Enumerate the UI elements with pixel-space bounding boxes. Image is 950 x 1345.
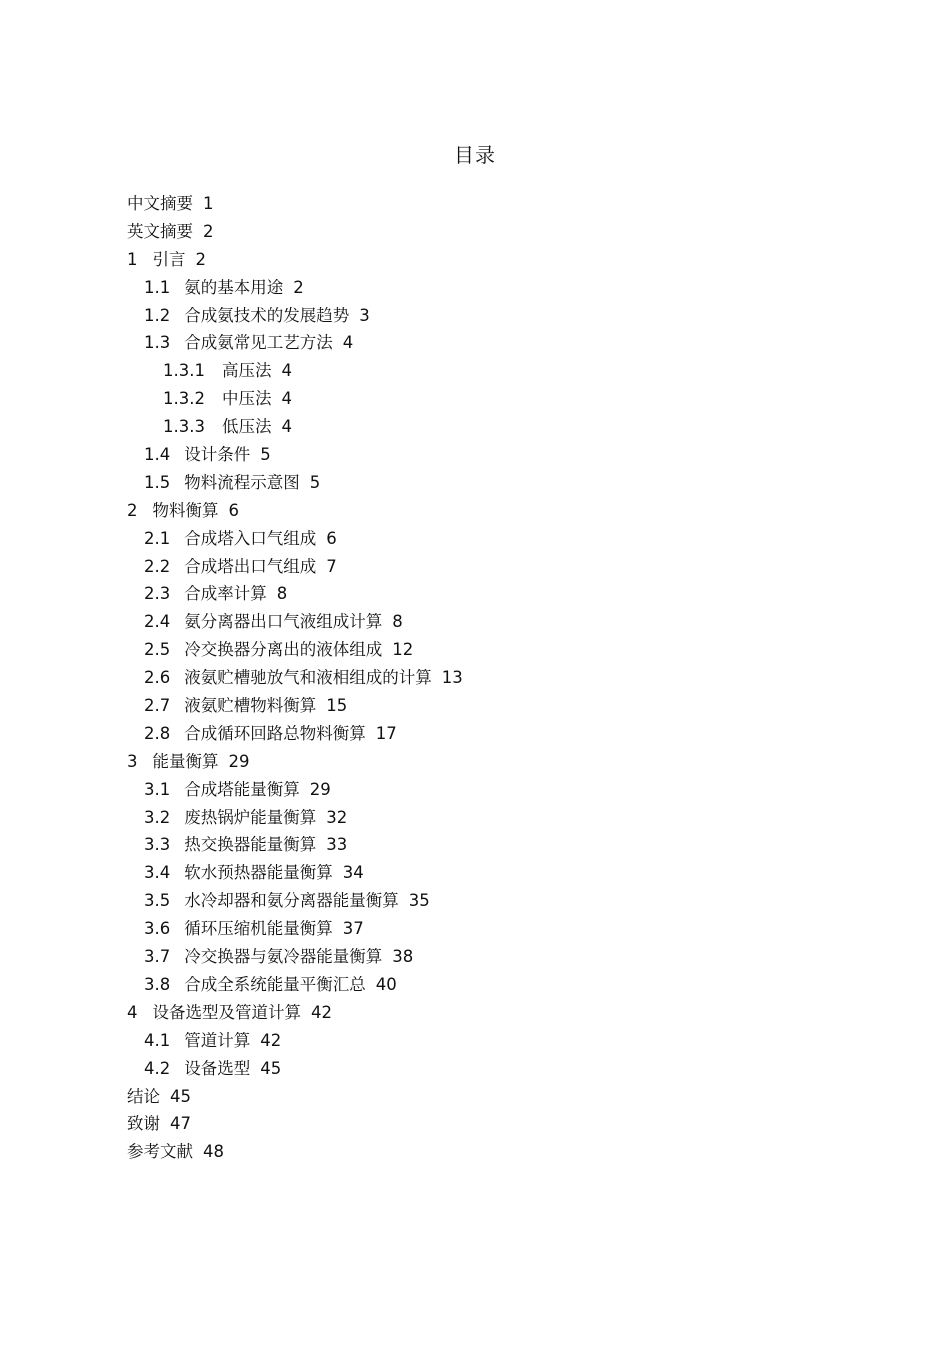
toc-entry-title: 合成塔入口气组成 (184, 528, 317, 548)
toc-entry-page-number: 2 (293, 277, 304, 297)
toc-entry-page-number: 1 (203, 194, 214, 213)
toc-entry[interactable] (127, 694, 463, 722)
toc-entry-title: 管道计算 (184, 1030, 251, 1050)
toc-entry[interactable] (127, 192, 463, 220)
toc-entry[interactable] (127, 1029, 463, 1057)
toc-entry[interactable] (127, 304, 463, 332)
toc-entry-title: 冷交换器与氨冷器能量衡算 (184, 947, 383, 967)
toc-entry-title: 氨的基本用途 (184, 277, 284, 297)
toc-entry-title: 液氨贮槽物料衡算 (184, 696, 317, 716)
toc-entry-title: 致谢 (127, 1114, 160, 1134)
toc-entry-title: 合成塔能量衡算 (184, 779, 300, 799)
toc-entry-number: 2.2 (144, 556, 171, 576)
toc-entry-number: 2 (127, 500, 138, 520)
toc-entry-page-number: 33 (326, 835, 348, 855)
toc-entry[interactable] (127, 1112, 463, 1140)
toc-entry-title: 低压法 (221, 417, 272, 437)
toc-entry-number: 3.7 (144, 947, 171, 967)
toc-entry-title: 循环压缩机能量衡算 (184, 919, 333, 939)
toc-entry-page-number: 42 (311, 1002, 332, 1022)
toc-entry-page-number: 2 (203, 221, 214, 241)
toc-entry[interactable] (127, 471, 463, 499)
toc-entry-title: 合成氨技术的发展趋势 (184, 305, 350, 325)
toc-entry[interactable] (127, 722, 463, 750)
toc-entry-title: 软水预热器能量衡算 (184, 863, 333, 883)
toc-entry-number: 4.2 (144, 1058, 171, 1078)
toc-entry-title: 合成塔出口气组成 (184, 556, 317, 576)
toc-entry-number: 1.3 (144, 333, 171, 353)
toc-entry-number: 2.3 (144, 584, 171, 604)
toc-entry-number: 2.6 (144, 668, 171, 688)
toc-entry-page-number: 3 (359, 305, 370, 325)
toc-entry[interactable] (127, 806, 463, 834)
toc-entry-number: 3.1 (144, 779, 171, 799)
toc-entry[interactable] (127, 750, 463, 778)
toc-entry-number: 1.5 (144, 472, 171, 492)
toc-entry-title: 引言 (152, 249, 186, 269)
toc-entry[interactable] (127, 555, 463, 583)
toc-entry-number: 2.7 (144, 696, 171, 716)
toc-entry[interactable] (127, 415, 463, 443)
toc-entry-page-number: 45 (260, 1058, 282, 1078)
toc-entry-number: 4 (127, 1002, 138, 1022)
toc-entry[interactable] (127, 778, 463, 806)
toc-entry-title: 废热锅炉能量衡算 (184, 807, 317, 827)
toc-entry[interactable] (127, 638, 463, 666)
toc-entry[interactable] (127, 1140, 463, 1168)
toc-entry-title: 结论 (127, 1086, 160, 1106)
toc-entry-title: 氨分离器出口气液组成计算 (184, 612, 383, 632)
toc-entry[interactable] (127, 582, 463, 610)
toc-entry-number: 2.4 (144, 612, 171, 632)
toc-entry-title: 物料衡算 (152, 500, 219, 520)
toc-entry-page-number: 2 (195, 249, 206, 269)
toc-entry-title: 冷交换器分离出的液体组成 (184, 640, 383, 660)
toc-entry-title: 热交换器能量衡算 (184, 835, 317, 855)
toc-entry-number: 3.2 (144, 807, 171, 827)
toc-entry-title: 能量衡算 (152, 751, 219, 771)
toc-entry-title: 参考文献 (127, 1142, 193, 1162)
toc-entry-title: 设计条件 (184, 445, 251, 465)
toc-entry-page-number: 40 (375, 974, 397, 994)
toc-entry-page-number: 32 (326, 807, 348, 827)
toc-entry-page-number: 42 (260, 1030, 282, 1050)
toc-entry-title: 中文摘要 (127, 194, 193, 213)
toc-entry-number: 3 (127, 751, 138, 771)
toc-entry-number: 2.5 (144, 640, 171, 660)
toc-entry-number: 4.1 (144, 1030, 171, 1050)
toc-entry-title: 物料流程示意图 (184, 472, 300, 492)
toc-entry-title: 液氨贮槽驰放气和液相组成的计算 (184, 668, 432, 688)
toc-entry-page-number: 35 (408, 891, 430, 911)
toc-entry-page-number: 13 (441, 668, 463, 688)
toc-entry[interactable] (127, 443, 463, 471)
toc-entry-number: 3.4 (144, 863, 171, 883)
toc-entry-page-number: 8 (276, 584, 288, 604)
toc-entry-number: 3.3 (144, 835, 171, 855)
toc-entry[interactable] (127, 1001, 463, 1029)
toc-entry[interactable] (127, 610, 463, 638)
toc-entry[interactable] (127, 945, 463, 973)
toc-entry-page-number: 17 (375, 723, 397, 743)
toc-entry-number: 1 (127, 249, 138, 269)
toc-entry-title: 设备选型 (184, 1058, 251, 1078)
toc-entry[interactable] (127, 1085, 463, 1113)
page-title: 目录 (454, 143, 496, 167)
toc-entry-number: 1.2 (144, 305, 171, 325)
toc-entry-number: 3.5 (144, 891, 171, 911)
toc-entry-title: 合成氨常见工艺方法 (184, 333, 333, 353)
toc-entry[interactable] (127, 527, 463, 555)
toc-entry-page-number: 37 (342, 919, 364, 939)
toc-entry-title: 水冷却器和氨分离器能量衡算 (184, 891, 399, 911)
toc-entry-title: 英文摘要 (127, 221, 193, 241)
toc-entry-page-number: 15 (326, 696, 348, 716)
toc-entry-title: 中压法 (221, 389, 272, 409)
toc-entry[interactable] (127, 276, 463, 304)
toc-entry-page-number: 34 (342, 863, 364, 883)
toc-entry-page-number: 4 (281, 361, 292, 381)
toc-entry-page-number: 6 (228, 500, 239, 520)
toc-entry[interactable] (127, 917, 463, 945)
toc-entry-page-number: 7 (326, 556, 337, 576)
toc-entry-number: 1.3.2 (163, 389, 205, 409)
toc-entry[interactable] (127, 499, 463, 527)
toc-entry[interactable] (127, 220, 463, 248)
toc-entry-page-number: 47 (170, 1114, 191, 1134)
toc-entry[interactable] (127, 387, 463, 415)
toc-entry-title: 合成率计算 (184, 584, 267, 604)
table-of-contents (127, 192, 463, 1168)
toc-entry-page-number: 5 (260, 445, 271, 465)
toc-entry-page-number: 12 (392, 640, 414, 660)
toc-entry-page-number: 38 (392, 947, 414, 967)
toc-entry[interactable] (127, 973, 463, 1001)
toc-entry-page-number: 4 (342, 333, 354, 353)
toc-entry-title: 合成循环回路总物料衡算 (184, 723, 366, 743)
toc-entry-page-number: 8 (392, 612, 403, 632)
toc-entry-page-number: 4 (281, 389, 292, 409)
toc-entry-page-number: 29 (228, 751, 250, 771)
toc-entry-page-number: 29 (309, 779, 331, 799)
toc-entry-title: 高压法 (221, 361, 272, 381)
toc-entry-number: 3.8 (144, 974, 171, 994)
toc-entry[interactable] (127, 889, 463, 917)
toc-entry-number: 1.3.3 (163, 417, 205, 437)
toc-entry-title: 设备选型及管道计算 (152, 1002, 301, 1022)
toc-entry[interactable] (127, 359, 463, 387)
toc-entry[interactable] (127, 248, 463, 276)
toc-entry-page-number: 48 (203, 1142, 224, 1162)
toc-entry-page-number: 4 (281, 417, 292, 437)
toc-entry-page-number: 5 (309, 472, 321, 492)
toc-entry-title: 合成全系统能量平衡汇总 (184, 974, 366, 994)
toc-entry-page-number: 6 (326, 528, 337, 548)
toc-entry-number: 1.1 (144, 277, 171, 297)
toc-entry-page-number: 45 (170, 1086, 191, 1106)
toc-entry[interactable] (127, 666, 463, 694)
toc-entry[interactable] (127, 861, 463, 889)
toc-entry-number: 3.6 (144, 919, 171, 939)
toc-entry-number: 2.1 (144, 528, 171, 548)
toc-entry-number: 1.4 (144, 445, 171, 465)
toc-entry-number: 1.3.1 (163, 361, 205, 381)
toc-entry-number: 2.8 (144, 723, 171, 743)
toc-entry[interactable] (127, 1057, 463, 1085)
toc-entry[interactable] (127, 331, 463, 359)
toc-entry[interactable] (127, 833, 463, 861)
